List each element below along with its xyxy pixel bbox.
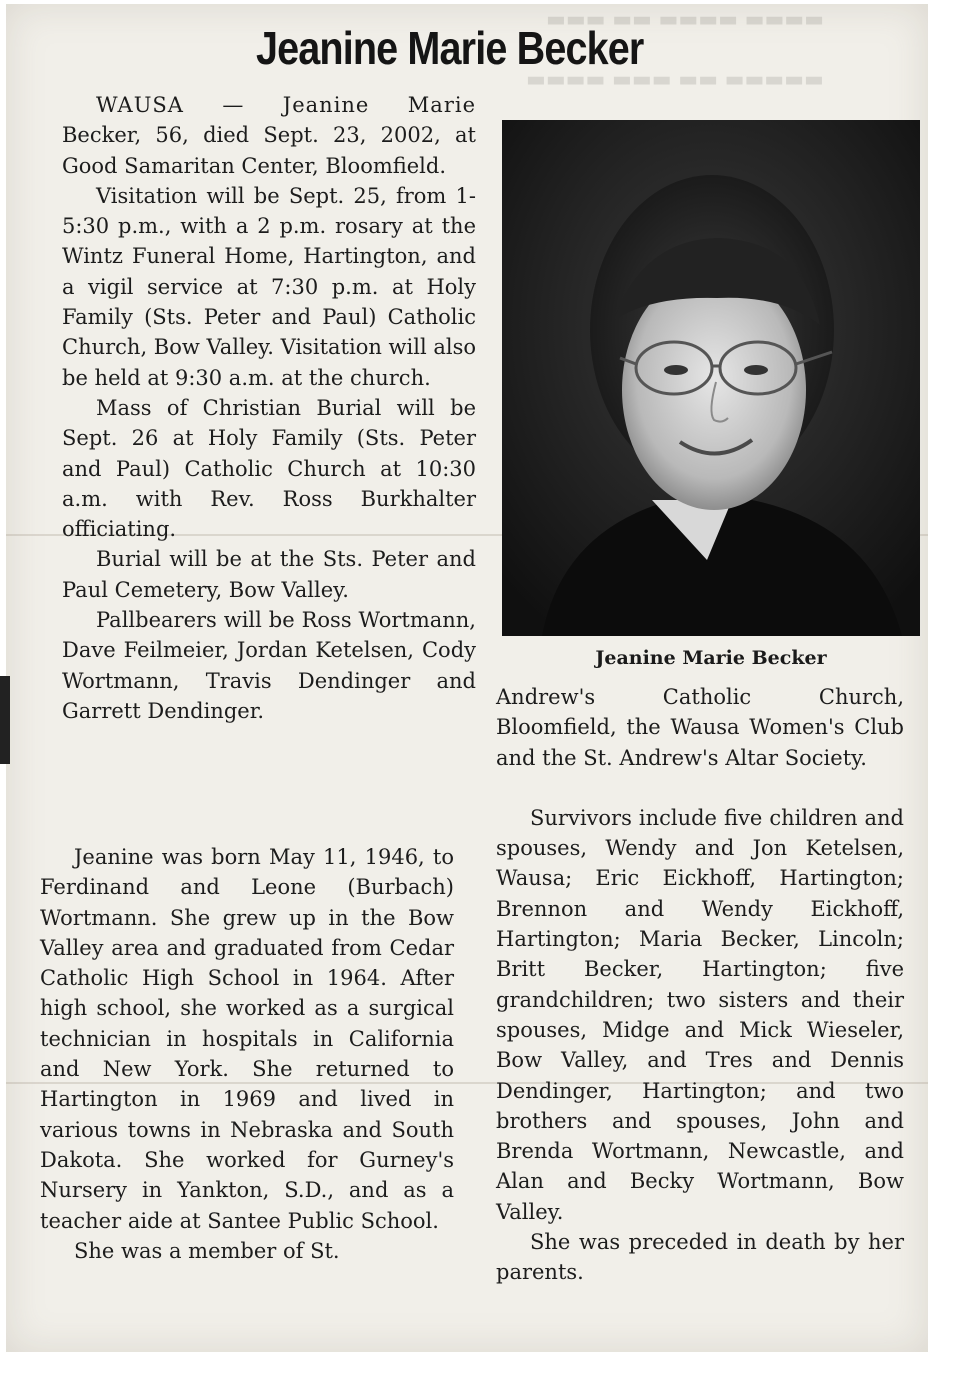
bleed-through-texture: ▬▬▬▬ ▬▬▬ ▬▬ ▬▬▬▬▬ bbox=[526, 67, 824, 91]
portrait-photo bbox=[502, 120, 920, 636]
paragraph-membership-start: She was a member of St. bbox=[74, 1238, 340, 1263]
paragraph-preceded: She was preceded in death by her parents. bbox=[496, 1230, 904, 1285]
paragraph-death-notice: WAUSA — Jeanine Marie Becker, 56, died Sept. 23, 2002, at Good Samaritan Center, Bloomfield. bbox=[62, 93, 476, 178]
paragraph-survivors: Survivors include five children and spouses, Wendy and Jon Ketelsen, Wausa; Eric Eickhoff, Hartington; Brennon and Wendy Eickhoff, Hartington; Maria Becker, Lincoln; Britt Becker, Hartington; five grandchildren; two sisters and their spouses, Midge and Mick Wieseler, Bow Valley, and Tres and Dennis Dendinger, Hartington; and two brothers and spouses, John and Brenda Wortmann, Newcastle, and Alan and Becky Wortmann, Bow Valley. bbox=[496, 805, 904, 1224]
obituary-column-left bbox=[62, 90, 476, 726]
paragraph-mass: Mass of Christian Burial will be Sept. 26 at Holy Family (Sts. Peter and Paul) Catholic Church at 10:30 a.m. with Rev. Ross Burkhalter officiating. bbox=[62, 395, 476, 542]
photo-caption: Jeanine Marie Becker bbox=[595, 647, 827, 669]
paragraph-membership-cont: Andrew's Catholic Church, Bloomfield, the Wausa Women's Club and the St. Andrew's Altar Society. bbox=[496, 685, 904, 770]
edge-mark bbox=[0, 676, 10, 764]
portrait-image bbox=[502, 120, 920, 636]
paragraph-pallbearers: Pallbearers will be Ross Wortmann, Dave Feilmeier, Jordan Ketelsen, Cody Wortmann, Travis Dendinger and Garrett Dendinger. bbox=[62, 608, 476, 723]
bleed-through-texture: ▬▬▬ ▬▬ ▬▬▬▬ ▬▬▬▬ bbox=[546, 7, 824, 31]
newspaper-clipping bbox=[6, 4, 928, 1352]
obituary-column-left-lower bbox=[40, 842, 454, 1266]
paragraph-visitation: Visitation will be Sept. 25, from 1-5:30 p.m., with a 2 p.m. rosary at the Wintz Funeral Home, Hartington, and a vigil service at 7:30 p.m. at Holy Family (Sts. Peter and Paul) Catholic Church, Bow Valley. Visitation will also be held at 9:30 a.m. at the church. bbox=[62, 183, 476, 390]
paragraph-biography: Jeanine was born May 11, 1946, to Ferdinand and Leone (Burbach) Wortmann. She grew up in the Bow Valley area and graduated from Cedar Catholic High School in 1964. After high school, she worked as a surgical technician in hospitals in California and New York. She returned to Hartington in 1969 and lived in various towns in Nebraska and South Dakota. She worked for Gurney's Nursery in Yankton, S.D., and as a teacher aide at Santee Public School. bbox=[40, 845, 454, 1233]
page-title: Jeanine Marie Becker bbox=[256, 22, 644, 74]
paragraph-burial: Burial will be at the Sts. Peter and Paul Cemetery, Bow Valley. bbox=[62, 547, 476, 602]
obituary-column-right bbox=[496, 682, 904, 1288]
